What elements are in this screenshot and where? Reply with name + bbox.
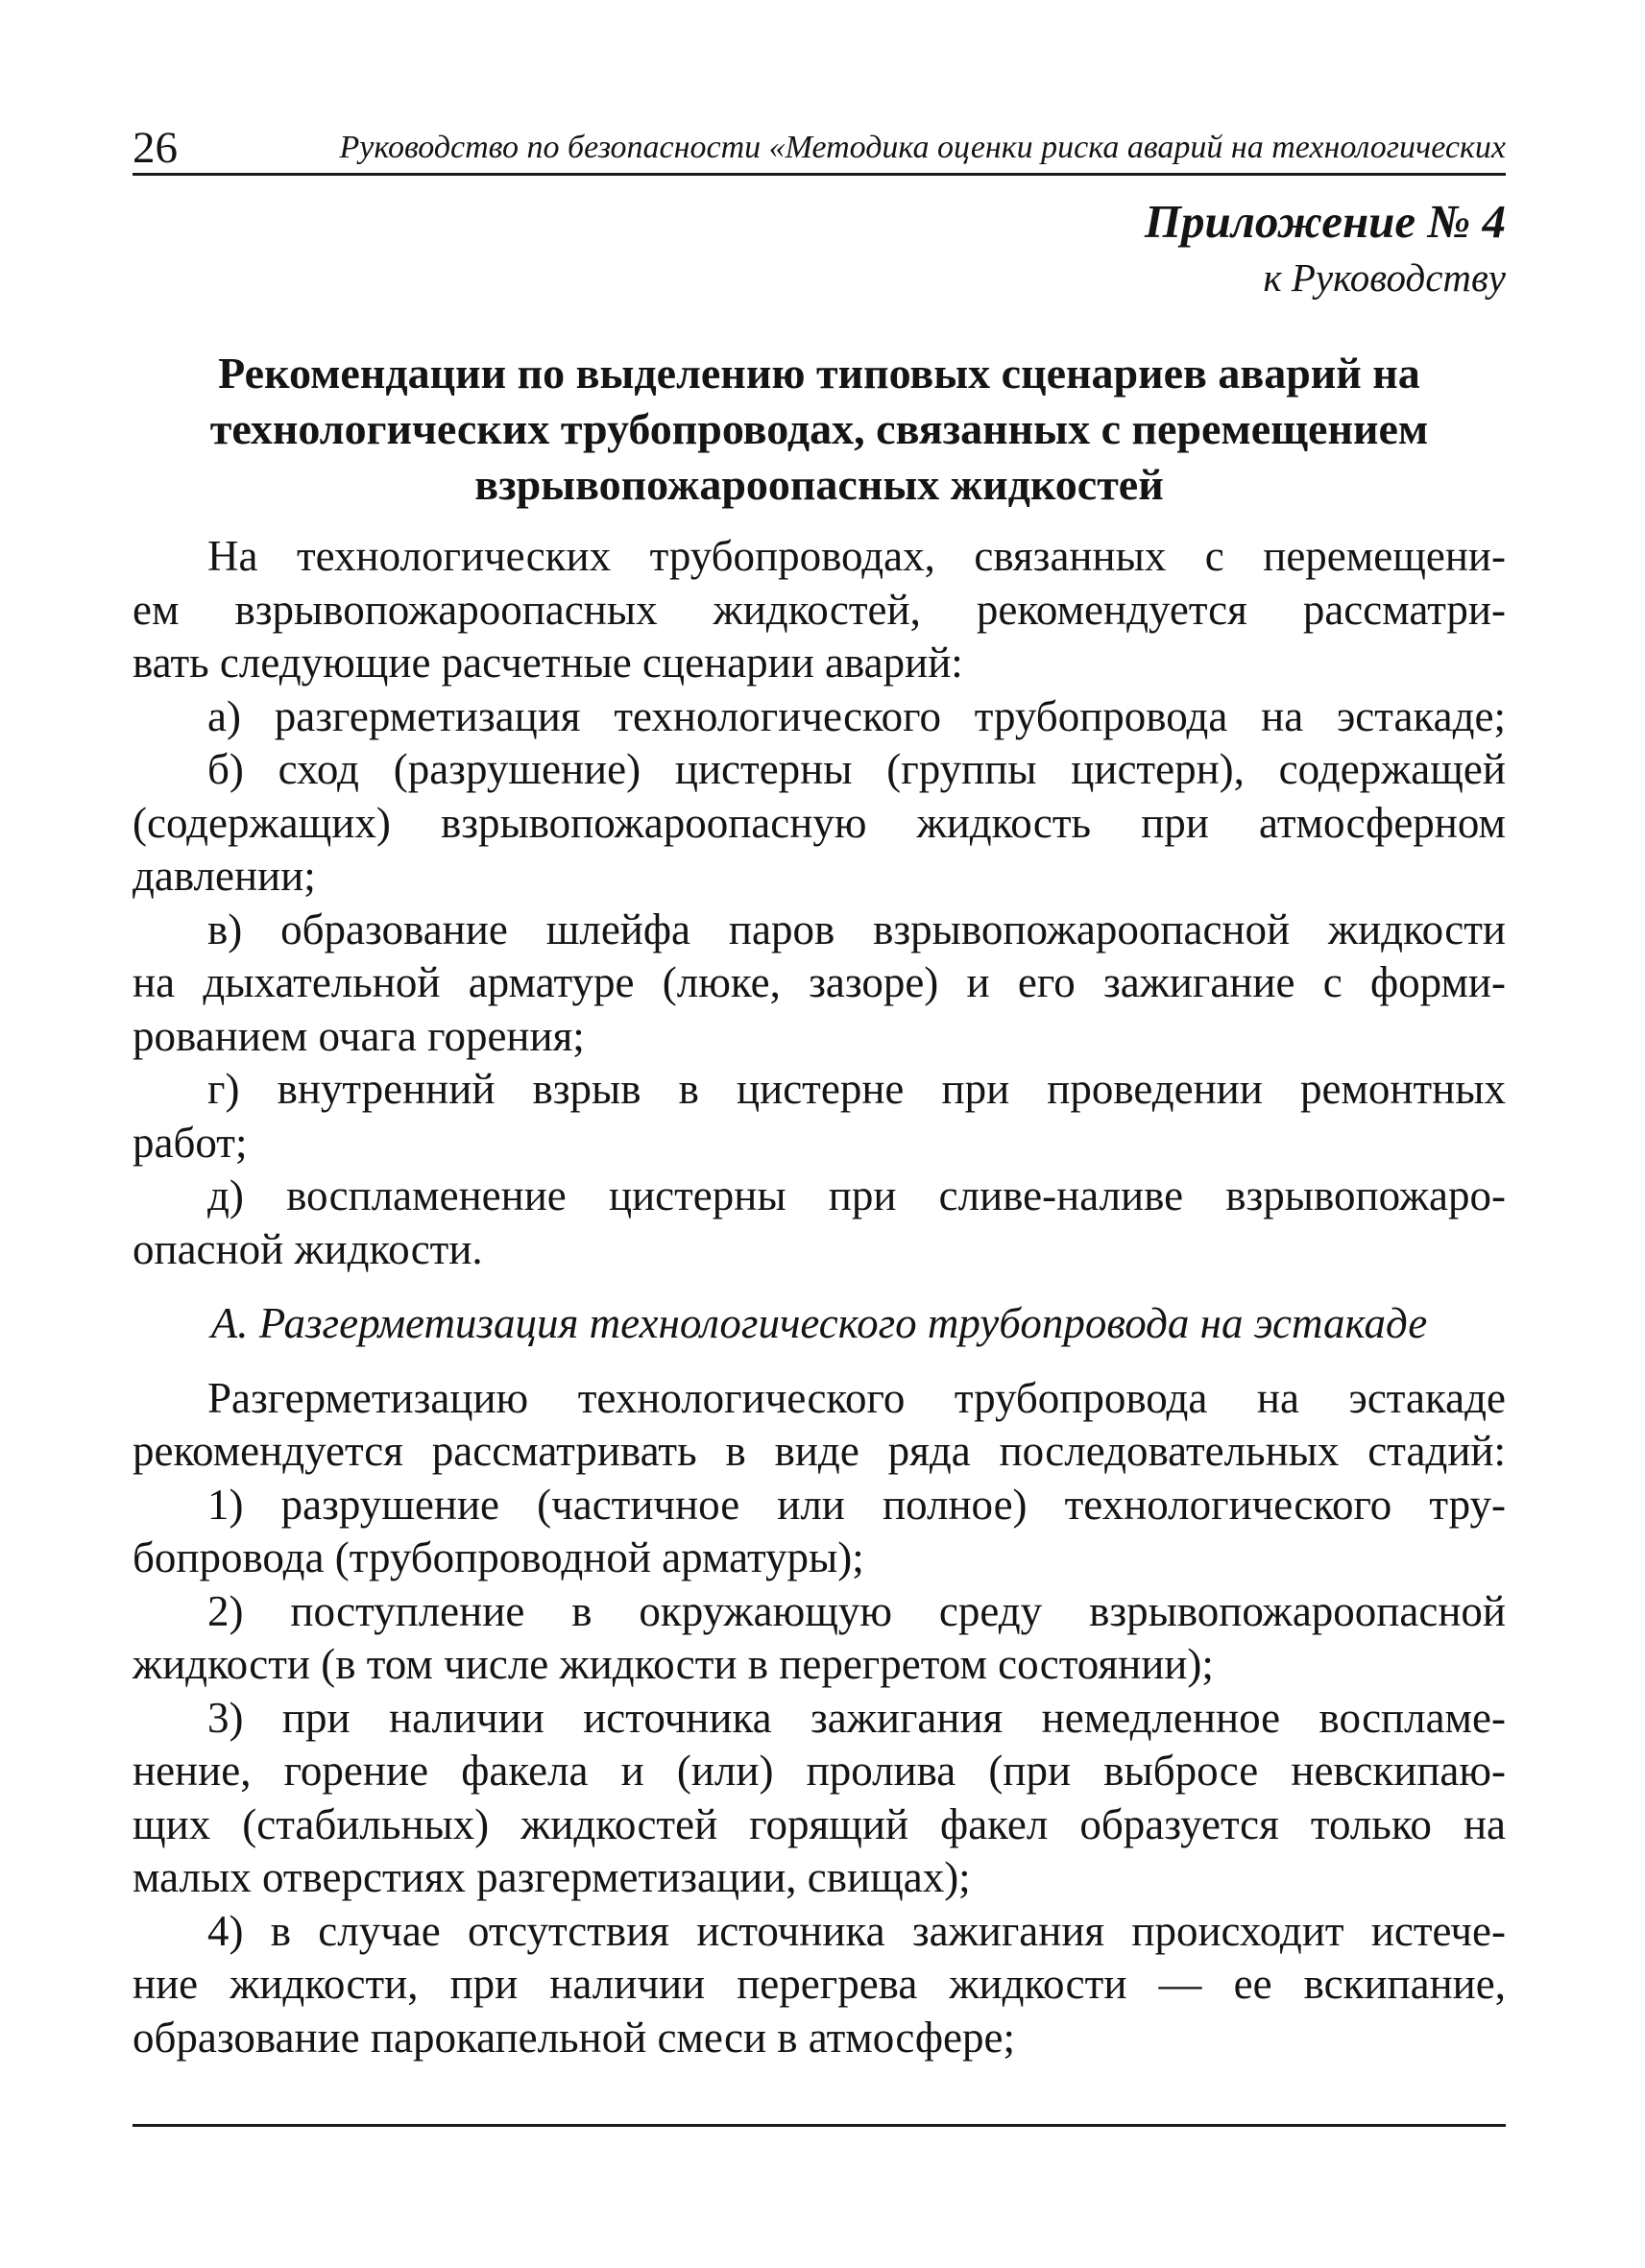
text-line: щих (стабильных) жидкостей горящий факел образуется только на <box>133 1799 1506 1848</box>
text-line: 1) разрушение (частичное или полное) технологического тру- <box>207 1480 1506 1529</box>
text-line: давлении; <box>133 852 316 900</box>
footer-rule <box>133 2124 1506 2127</box>
appendix-subtitle: к Руководству <box>1263 255 1506 300</box>
list-item <box>133 1063 1506 1170</box>
running-title: Руководство по безопасности «Методика оценки риска аварий на технологических <box>339 130 1506 165</box>
text-line: рекомендуется рассматривать в виде ряда последовательных стадий: <box>133 1427 1506 1475</box>
paragraph <box>133 1372 1506 1479</box>
text-line: 2) поступление в окружающую среду взрывопожароопасной <box>207 1586 1506 1635</box>
list-item <box>133 743 1506 904</box>
text-line: г) внутренний взрыв в цистерне при проведении ремонтных <box>207 1065 1506 1113</box>
text-line: 3) при наличии источника зажигания немедленное воспламе- <box>207 1693 1506 1742</box>
text-line: образование парокапельной смеси в атмосфере; <box>133 2013 1016 2062</box>
text-line: д) воспламенение цистерны при сливе-наливе взрывопожаро- <box>207 1171 1506 1219</box>
document-title <box>133 346 1506 513</box>
list-item <box>133 904 1506 1064</box>
text-line: рованием очага горения; <box>133 1011 585 1060</box>
text-line: опасной жидкости. <box>133 1224 483 1273</box>
text-line: На технологических трубопроводах, связанных с перемещени- <box>207 532 1506 580</box>
list-item <box>133 1479 1506 1585</box>
list-item <box>133 1905 1506 2065</box>
text-line: в) образование шлейфа паров взрывопожароопасной жидкости <box>207 905 1506 953</box>
text-line: работ; <box>133 1118 248 1167</box>
text-line: нение, горение факела и (или) пролива (при выбросе невскипаю- <box>133 1747 1506 1795</box>
list-item <box>133 690 1506 744</box>
text-line: жидкости (в том числе жидкости в перегретом состоянии); <box>133 1640 1214 1688</box>
running-header <box>133 123 1506 176</box>
list-item <box>133 1585 1506 1692</box>
text-line: ем взрывопожароопасных жидкостей, рекомендуется рассматри- <box>133 585 1506 634</box>
title-line: Рекомендации по выделению типовых сценариев аварий на <box>218 349 1420 398</box>
title-line: технологических трубопроводах, связанных с перемещением <box>209 404 1429 453</box>
text-line: 4) в случае отсутствия источника зажигания происходит истече- <box>207 1906 1506 1955</box>
paragraph <box>133 530 1506 690</box>
list-item <box>133 1170 1506 1276</box>
text-line: (содержащих) взрывопожароопасную жидкость при атмосферном <box>133 798 1506 847</box>
text-line: Разгерметизацию технологического трубопровода на эстакаде <box>207 1373 1506 1422</box>
body-text <box>133 530 1506 2064</box>
text-line: бопровода (трубопроводной арматуры); <box>133 1533 864 1581</box>
appendix-title: Приложение № 4 <box>1144 195 1506 248</box>
document-page <box>133 0 1506 2268</box>
title-line: взрывопожароопасных жидкостей <box>474 460 1164 509</box>
list-item <box>133 1692 1506 1905</box>
text-line: вать следующие расчетные сценарии аварий: <box>133 639 963 687</box>
text-line: б) сход (разрушение) цистерны (группы цистерн), содержащей <box>207 745 1506 793</box>
text-line: малых отверстиях разгерметизации, свищах); <box>133 1853 971 1901</box>
page-number: 26 <box>133 123 178 173</box>
section-heading: А. Разгерметизация технологического трубопровода на эстакаде <box>210 1299 1428 1347</box>
text-line: ние жидкости, при наличии перегрева жидкости — ее вскипание, <box>133 1960 1506 2008</box>
appendix-label <box>1145 192 1506 303</box>
text-line: на дыхательной арматуре (люке, зазоре) и его зажигание с форми- <box>133 958 1506 1006</box>
text-line: а) разгерметизация технологического трубопровода на эстакаде; <box>207 691 1506 740</box>
